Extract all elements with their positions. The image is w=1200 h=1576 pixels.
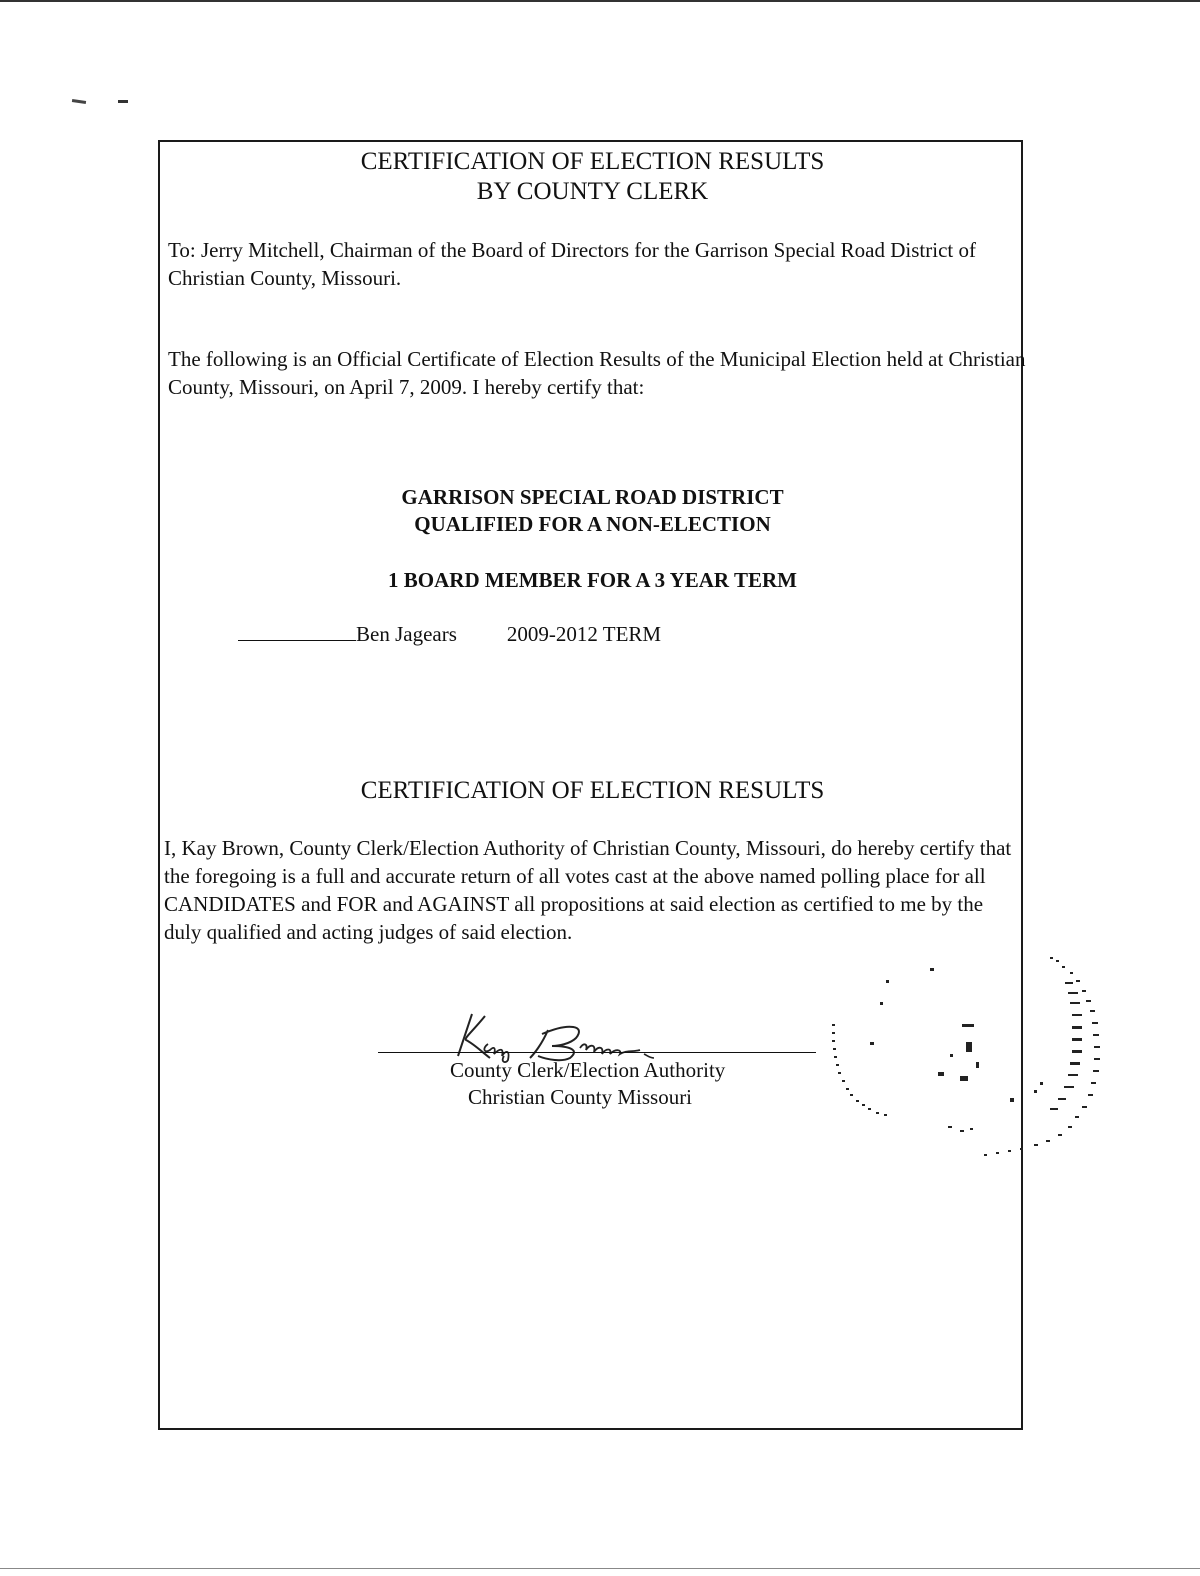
signature-county: Christian County Missouri	[468, 1085, 693, 1109]
scan-bottom-edge	[0, 1568, 1200, 1569]
candidate-term: 2009-2012 TERM	[506, 622, 662, 646]
scan-top-edge	[0, 0, 1200, 2]
intro-paragraph: The following is an Official Certificate of Election Results of the Municipal Election held at Christian County, Missouri, on April 7, 2009. I hereby certify that:	[168, 347, 1026, 399]
scan-speck	[72, 99, 86, 104]
signature-title: County Clerk/Election Authority	[450, 1058, 726, 1082]
document-subtitle: BY COUNTY CLERK	[476, 178, 709, 205]
certificate-frame	[158, 140, 1026, 1430]
certification-paragraph: I, Kay Brown, County Clerk/Election Authority of Christian County, Missouri, do hereby certify that the foregoing is a full and accurate return of all votes cast at the above named polling place for all CANDIDATES and FOR and AGAINST all propositions at said election as certified to me by the duly qualified and acting judges of said election.	[164, 836, 1012, 944]
candidate-blank-line	[238, 622, 356, 641]
addressee-paragraph: To: Jerry Mitchell, Chairman of the Board of Directors for the Garrison Special Road District of Christian County, Missouri.	[168, 238, 976, 290]
scan-speck	[118, 100, 128, 103]
document-title: CERTIFICATION OF ELECTION RESULTS	[360, 148, 825, 175]
candidate-row	[238, 620, 661, 648]
candidate-name: Ben Jagears	[356, 622, 457, 646]
section-title: CERTIFICATION OF ELECTION RESULTS	[360, 777, 825, 804]
status-heading: QUALIFIED FOR A NON-ELECTION	[414, 512, 771, 536]
district-heading: GARRISON SPECIAL ROAD DISTRICT	[401, 485, 784, 509]
handwritten-signature	[430, 1004, 700, 1064]
county-seal-stamp	[820, 942, 1130, 1192]
office-heading: 1 BOARD MEMBER FOR A 3 YEAR TERM	[388, 568, 797, 592]
signature-line	[378, 1052, 816, 1053]
